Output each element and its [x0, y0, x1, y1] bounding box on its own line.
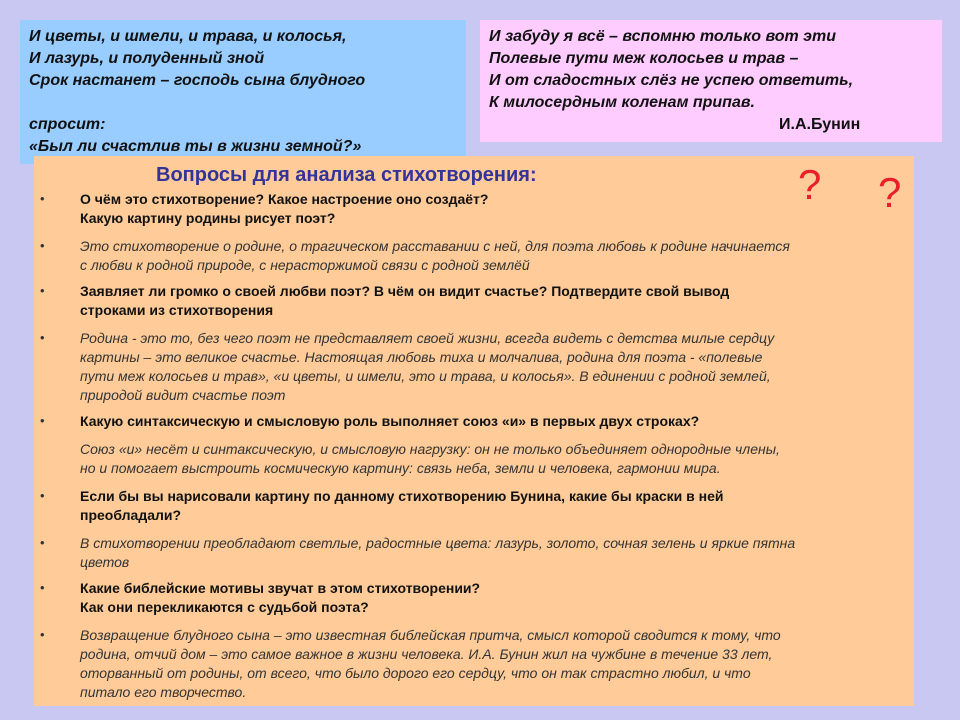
answer-text: [80, 440, 900, 478]
answer-item: [40, 329, 900, 405]
poem-stanza-gap: [29, 92, 457, 114]
bullet-dot-icon: •: [40, 413, 45, 428]
answer-line: питало его творчество.: [80, 684, 247, 700]
question-line: Заявляет ли громко о своей любви поэт? В чём он видит счастье? Подтвердите свой вывод: [80, 283, 730, 299]
answer-line: но и помогает выстроить космическую картину: связь неба, земли и человека, гармонии мира.: [80, 460, 721, 476]
answer-line: пути меж колосьев и трав», «и цветы, и шмели, это и трава, и колосья». В единении с родной землей,: [80, 368, 771, 384]
question-line: строками из стихотворения: [80, 302, 274, 318]
question-mark-icon: ?: [878, 169, 902, 216]
question-text: [80, 579, 900, 617]
question-mark-icon: ?: [798, 161, 822, 208]
question-line: О чём это стихотворение? Какое настроение оно создаёт?: [80, 191, 489, 207]
answer-item: [40, 534, 900, 572]
poem-author: И.А.Бунин: [779, 116, 861, 133]
question-text: [80, 412, 900, 431]
question-line: Какую синтаксическую и смысловую роль выполняет союз «и» в первых двух строках?: [80, 413, 700, 429]
question-item: [40, 190, 900, 228]
bullet-dot-icon: •: [40, 283, 45, 298]
question-text: [80, 487, 900, 525]
poem-line: Срок настанет – господь сына блудного: [29, 72, 366, 89]
answer-text: [80, 329, 900, 405]
answer-line: с любви к родной природе, с нерасторжимой связи с родной землёй: [80, 257, 530, 273]
question-line: Какие библейские мотивы звучат в этом стихотворении?: [80, 580, 481, 596]
answer-item: [40, 237, 900, 275]
poem-line: И лазурь, и полуденный зной: [29, 50, 265, 67]
poem-line: «Был ли счастлив ты в жизни земной?»: [29, 138, 362, 155]
answer-line: оторванный от родины, от всего, что было дорого его сердцу, что он так страстно любил, и что: [80, 665, 751, 681]
answer-text: [80, 626, 900, 702]
question-item: [40, 579, 900, 617]
poem-line: И забуду я всё – вспомню только вот эти: [489, 28, 836, 45]
bullet-dot-icon: •: [40, 330, 45, 345]
poem-line: спросит:: [29, 116, 106, 133]
bullet-dot-icon: •: [40, 488, 45, 503]
answer-text: [80, 237, 900, 275]
poem-line: И от сладостных слёз не успею ответить,: [489, 72, 854, 89]
analysis-list: [40, 190, 900, 709]
answer-text: [80, 534, 900, 572]
question-item: [40, 412, 900, 478]
question-line: преобладали?: [80, 507, 182, 523]
answer-line: В стихотворении преобладают светлые, радостные цвета: лазурь, золото, сочная зелень и яркие пятна: [80, 535, 796, 551]
poem-excerpt-left: [20, 20, 466, 164]
question-text: [80, 282, 900, 320]
poem-line: И цветы, и шмели, и трава, и колосья,: [29, 28, 347, 45]
poem-line: К милосердным коленам припав.: [489, 94, 755, 111]
answer-line: Это стихотворение о родине, о трагическом расставании с ней, для поэта любовь к родине начинается: [80, 238, 790, 254]
poem-line: Полевые пути меж колосьев и трав –: [489, 50, 799, 67]
question-item: [40, 282, 900, 320]
question-line: Если бы вы нарисовали картину по данному стихотворению Бунина, какие бы краски в ней: [80, 488, 724, 504]
question-item: [40, 487, 900, 525]
poem-excerpt-right: [480, 20, 942, 142]
answer-line: Родина - это то, без чего поэт не представляет своей жизни, всегда видеть с детства милые сердцу: [80, 330, 775, 346]
answer-line: Союз «и» несёт и синтаксическую, и смысловую нагрузку: он не только объединяет однородные члены,: [80, 441, 780, 457]
answer-line: цветов: [80, 554, 130, 570]
answer-item: [40, 626, 900, 702]
answer-followup: [80, 440, 900, 478]
answer-line: картины – это великое счастье. Настоящая любовь тиха и молчалива, родина для поэта - «полевые: [80, 349, 763, 365]
question-text: [80, 190, 900, 228]
analysis-title: Вопросы для анализа стихотворения:: [156, 164, 537, 186]
question-line: Какую картину родины рисует поэт?: [80, 210, 336, 226]
bullet-dot-icon: •: [40, 191, 45, 206]
answer-line: родина, отчий дом – это самое важное в жизни человека. И.А. Бунин жил на чужбине в течение 33 лет,: [80, 646, 773, 662]
bullet-dot-icon: •: [40, 238, 45, 253]
question-line: Как они перекликаются с судьбой поэта?: [80, 599, 369, 615]
answer-line: природой видит счастье поэт: [80, 387, 286, 403]
bullet-dot-icon: •: [40, 535, 45, 550]
bullet-dot-icon: •: [40, 580, 45, 595]
bullet-dot-icon: •: [40, 627, 45, 642]
answer-line: Возвращение блудного сына – это известная библейская притча, смысл которой сводится к тому, что: [80, 627, 781, 643]
